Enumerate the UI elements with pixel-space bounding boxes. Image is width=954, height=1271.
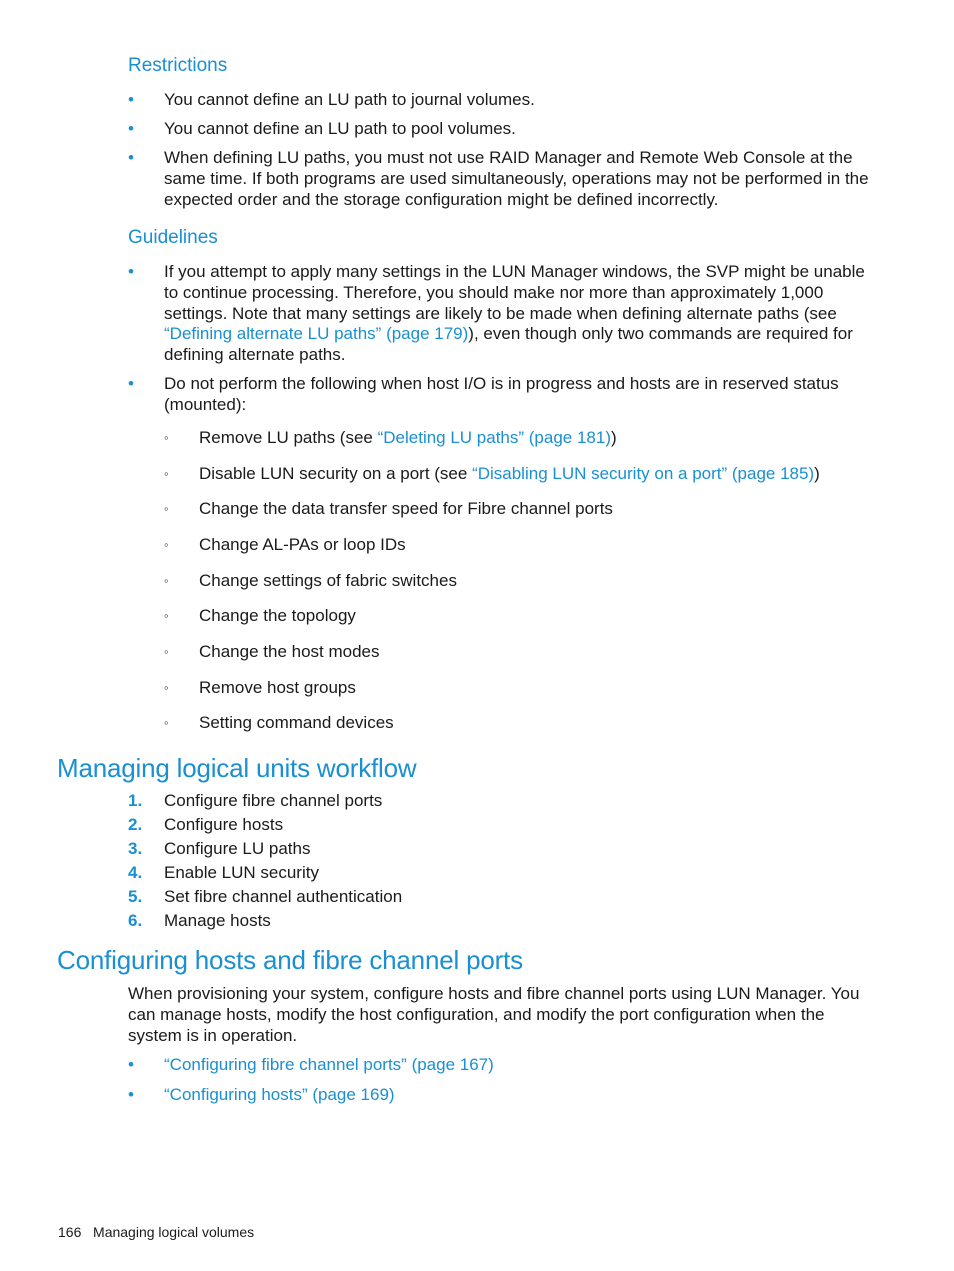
bullet-icon: • bbox=[128, 1055, 134, 1074]
link-configuring-fibre-channel-ports[interactable]: “Configuring fibre channel ports” (page 167) bbox=[164, 1055, 494, 1074]
sub-item-8: Remove host groups bbox=[199, 678, 356, 697]
sub-bullet-icon: ◦ bbox=[164, 501, 169, 516]
sub-bullet-icon: ◦ bbox=[164, 715, 169, 730]
bullet-icon: • bbox=[128, 119, 134, 138]
workflow-step: Configure fibre channel ports bbox=[164, 791, 383, 810]
step-number: 5. bbox=[128, 887, 143, 906]
bullet-icon: • bbox=[128, 90, 134, 109]
page-footer bbox=[58, 1222, 254, 1242]
workflow-step: Manage hosts bbox=[164, 911, 271, 930]
configuring-body: When provisioning your system, configure hosts and fibre channel ports using LUN Manager. You can manage hosts, modify the host configuration, and modify the port configuration when the system is in operation. bbox=[128, 984, 860, 1045]
sub-bullet-icon: ◦ bbox=[164, 608, 169, 623]
link-defining-alternate-lu-paths[interactable]: “Defining alternate LU paths” (page 179) bbox=[164, 324, 469, 344]
bullet-icon: • bbox=[128, 148, 134, 167]
bullet-icon: • bbox=[128, 1085, 134, 1104]
workflow-heading: Managing logical units workflow bbox=[57, 753, 417, 783]
workflow-step: Configure LU paths bbox=[164, 839, 311, 858]
sub-bullet-icon: ◦ bbox=[164, 466, 169, 481]
link-disabling-lun-security[interactable]: “Disabling LUN security on a port” (page 185) bbox=[472, 464, 815, 483]
guideline-item-2: Do not perform the following when host I/O is in progress and hosts are in reserved status (mounted): bbox=[164, 374, 839, 414]
step-number: 1. bbox=[128, 791, 143, 810]
restriction-item-3: When defining LU paths, you must not use RAID Manager and Remote Web Console at the same time. If both programs are used simultaneously, operations may not be performed in the expected order and the storage configuration might be defined incorrectly. bbox=[164, 148, 869, 209]
workflow-step: Enable LUN security bbox=[164, 863, 319, 882]
bullet-icon: • bbox=[128, 262, 134, 281]
sub-item-6: Change the topology bbox=[199, 606, 356, 625]
sub-item-4: Change AL-PAs or loop IDs bbox=[199, 535, 406, 554]
sub-bullet-icon: ◦ bbox=[164, 680, 169, 695]
restriction-item-1: You cannot define an LU path to journal volumes. bbox=[164, 90, 535, 109]
restrictions-heading: Restrictions bbox=[128, 55, 228, 76]
step-number: 4. bbox=[128, 863, 143, 882]
workflow-step: Configure hosts bbox=[164, 815, 284, 834]
sub-bullet-icon: ◦ bbox=[164, 537, 169, 552]
guideline-item-1: If you attempt to apply many settings in the LUN Manager windows, the SVP might be unable to continue processing. Therefore, you should make nor more than approximately 1,000 settings. Note that many settings are likely to be made when defining alternate paths (see “Defining alternate LU paths” (page 179)), even though only two commands are required for defining alternate paths. bbox=[164, 262, 865, 365]
guidelines-heading: Guidelines bbox=[128, 227, 218, 248]
sub-bullet-icon: ◦ bbox=[164, 573, 169, 588]
step-number: 2. bbox=[128, 815, 143, 834]
sub-bullet-icon: ◦ bbox=[164, 644, 169, 659]
sub-item-9: Setting command devices bbox=[199, 713, 394, 732]
link-configuring-hosts[interactable]: “Configuring hosts” (page 169) bbox=[164, 1085, 395, 1104]
sub-item-3: Change the data transfer speed for Fibre channel ports bbox=[199, 499, 613, 518]
step-number: 3. bbox=[128, 839, 143, 858]
footer-section: Managing logical volumes bbox=[93, 1224, 255, 1240]
step-number: 6. bbox=[128, 911, 143, 930]
workflow-step: Set fibre channel authentication bbox=[164, 887, 403, 906]
link-deleting-lu-paths[interactable]: “Deleting LU paths” (page 181) bbox=[377, 428, 612, 447]
page-number: 166 bbox=[58, 1224, 82, 1240]
sub-item-7: Change the host modes bbox=[199, 642, 380, 661]
sub-bullet-icon: ◦ bbox=[164, 430, 169, 445]
bullet-icon: • bbox=[128, 374, 134, 393]
sub-item-2: Disable LUN security on a port (see “Disabling LUN security on a port” (page 185)) bbox=[199, 464, 820, 483]
configuring-heading: Configuring hosts and fibre channel ports bbox=[57, 945, 523, 975]
sub-item-1: Remove LU paths (see “Deleting LU paths” (page 181)) bbox=[199, 428, 617, 447]
restriction-item-2: You cannot define an LU path to pool volumes. bbox=[164, 119, 516, 138]
sub-item-5: Change settings of fabric switches bbox=[199, 571, 457, 590]
